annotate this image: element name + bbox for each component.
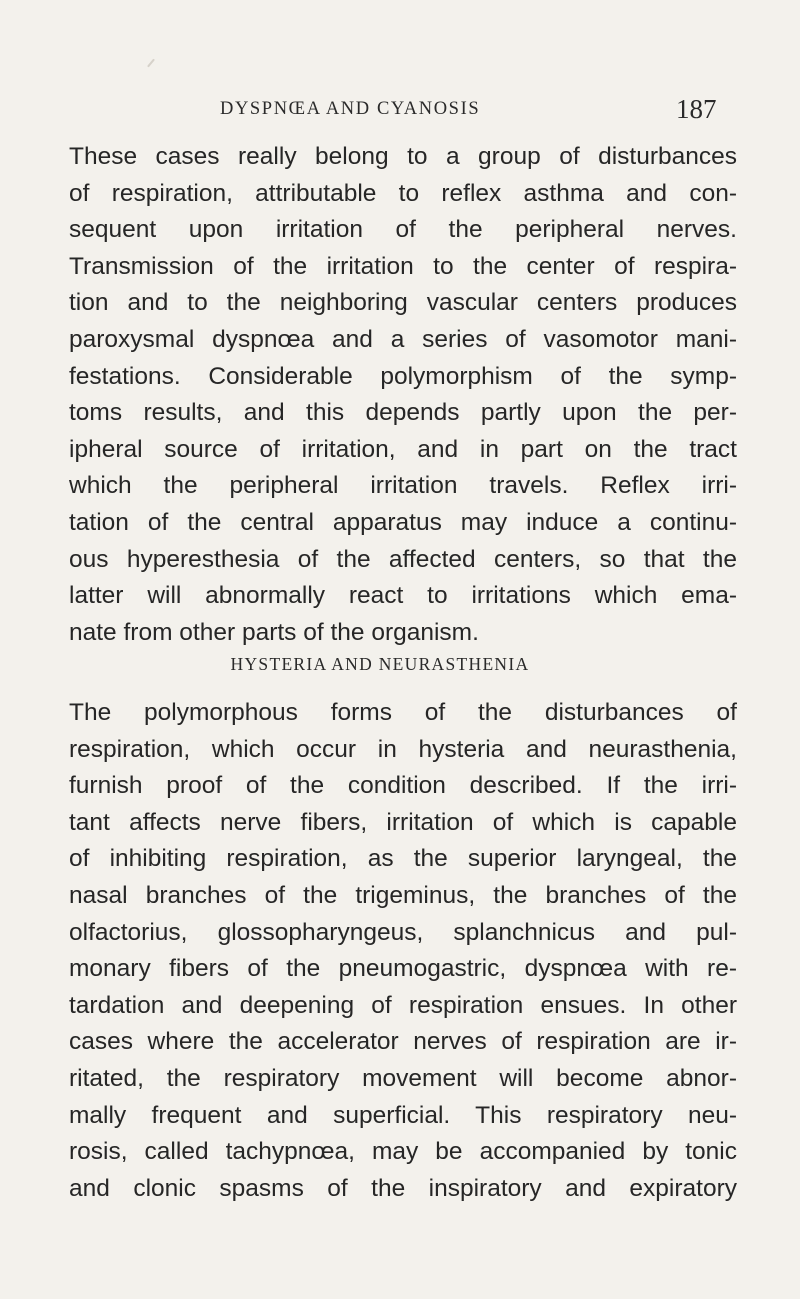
text-line: tation of the central apparatus may induce a continu- <box>69 508 737 536</box>
paper-speck <box>147 59 155 68</box>
text-line: furnish proof of the condition described. If the irri- <box>69 772 737 800</box>
section-heading-text: HYSTERIA AND NEURASTHENIA <box>230 654 530 674</box>
text-line: These cases really belong to a group of disturbances <box>69 143 737 170</box>
text-line: ous hyperesthesia of the affected centers, so that the <box>69 545 737 573</box>
text-line: nasal branches of the trigeminus, the branches of the <box>69 881 737 909</box>
text-line: and clonic spasms of the inspiratory and expiratory <box>69 1174 737 1202</box>
text-line: tardation and deepening of respiration ensues. In other <box>69 991 737 1019</box>
text-line: latter will abnormally react to irritations which ema- <box>69 582 737 610</box>
text-line: which the peripheral irritation travels. Reflex irri- <box>69 472 737 500</box>
text-line: toms results, and this depends partly upon the per- <box>69 399 737 427</box>
text-line: rosis, called tachypnœa, may be accompanied by tonic <box>69 1138 737 1166</box>
text-line: of inhibiting respiration, as the superior laryngeal, the <box>69 845 737 873</box>
text-line: nate from other parts of the organism. <box>69 618 479 646</box>
text-line: Transmission of the irritation to the center of respira- <box>69 252 737 280</box>
running-head <box>0 94 800 124</box>
text-line: tant affects nerve fibers, irritation of which is capable <box>69 808 737 836</box>
text-line: sequent upon irritation of the peripheral nerves. <box>69 216 737 244</box>
text-line: ritated, the respiratory movement will become abnor- <box>69 1064 737 1092</box>
section-heading <box>0 652 800 676</box>
text-line: mally frequent and superficial. This respiratory neu- <box>69 1101 737 1129</box>
text-line: monary fibers of the pneumogastric, dyspnœa with re- <box>69 955 737 983</box>
text-line: respiration, which occur in hysteria and neurasthenia, <box>69 735 737 763</box>
paragraph-2 <box>69 695 737 1207</box>
text-line: olfactorius, glossopharyngeus, splanchnicus and pul- <box>69 918 737 946</box>
paragraph-1 <box>69 139 737 651</box>
page-number: 187 <box>676 94 717 124</box>
text-line: of respiration, attributable to reflex asthma and con- <box>69 179 737 207</box>
text-line: festations. Considerable polymorphism of the symp- <box>69 362 737 390</box>
text-line: The polymorphous forms of the disturbances of <box>69 699 737 726</box>
text-line: tion and to the neighboring vascular centers produces <box>69 289 737 317</box>
text-line: paroxysmal dyspnœa and a series of vasomotor mani- <box>69 325 737 353</box>
text-line: ipheral source of irritation, and in part on the tract <box>69 435 737 463</box>
running-title: DYSPNŒA AND CYANOSIS <box>220 99 481 119</box>
text-line: cases where the accelerator nerves of respiration are ir- <box>69 1028 737 1056</box>
